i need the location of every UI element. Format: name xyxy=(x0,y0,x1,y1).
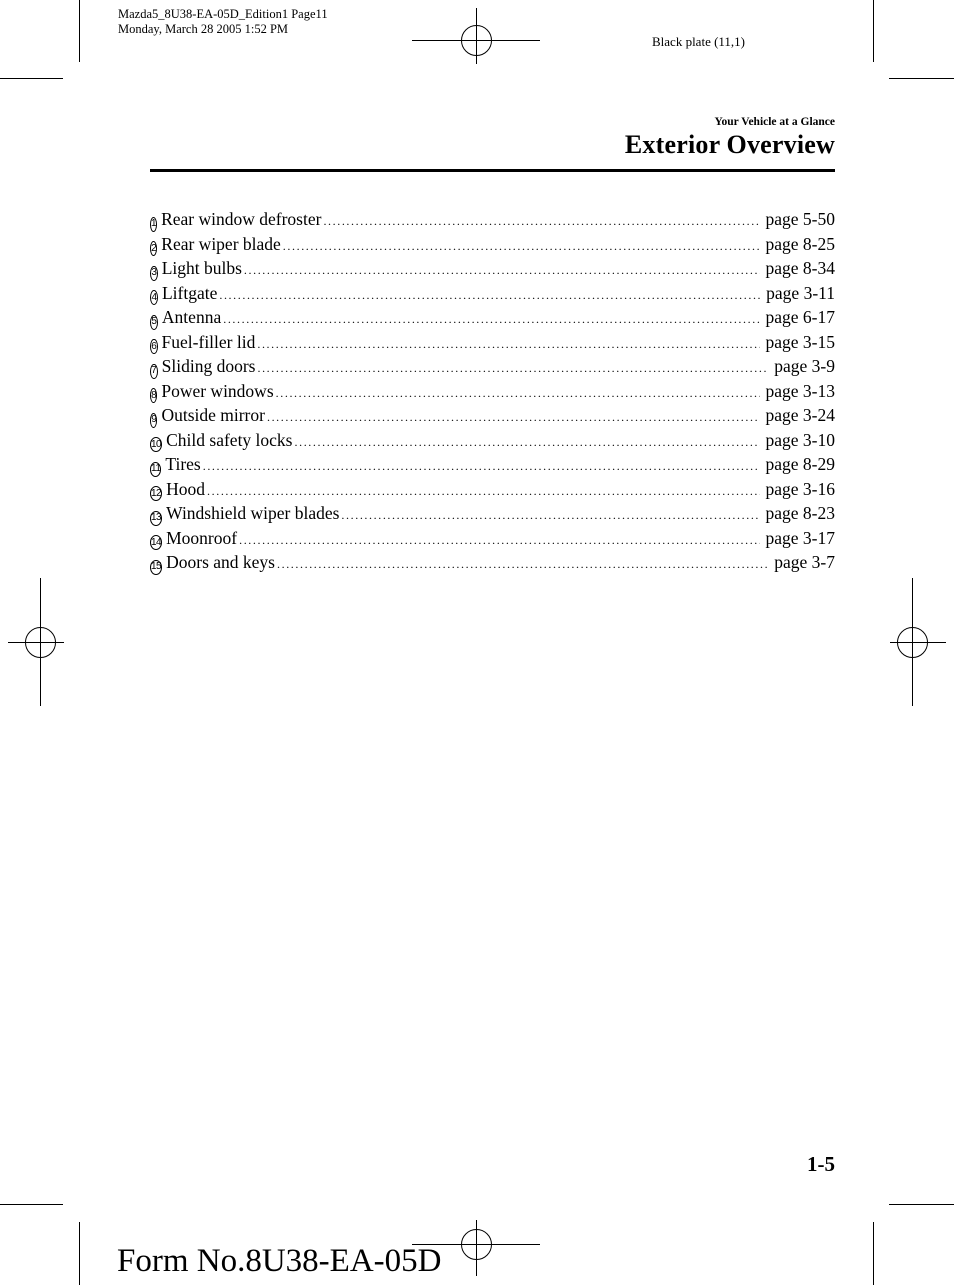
toc-page-ref[interactable]: page 8-29 xyxy=(765,454,835,474)
toc-row[interactable] xyxy=(150,552,835,577)
toc-page-ref[interactable]: page 3-15 xyxy=(765,331,835,352)
circled-number-icon: 11 xyxy=(150,462,161,477)
date-line: Monday, March 28 2005 1:52 PM xyxy=(118,22,289,36)
dot-leader xyxy=(257,361,768,376)
dot-leader xyxy=(219,288,760,303)
section-label: Your Vehicle at a Glance xyxy=(714,116,835,128)
toc-row[interactable] xyxy=(150,209,835,234)
toc-page-ref[interactable]: page 8-25 xyxy=(765,233,835,254)
toc-page-ref[interactable]: page 3-13 xyxy=(765,380,835,401)
page-title: Exterior Overview xyxy=(624,130,835,159)
toc-page-ref[interactable]: page 5-50 xyxy=(765,209,835,229)
dot-leader xyxy=(341,508,759,523)
dot-leader xyxy=(283,239,760,254)
toc-page-ref[interactable]: page 3-17 xyxy=(765,527,835,548)
circled-number-icon: 10 xyxy=(150,437,162,452)
dot-leader xyxy=(257,337,759,352)
dot-leader xyxy=(323,214,759,229)
toc-page-ref[interactable]: page 3-9 xyxy=(774,356,835,376)
toc-label: Sliding doors xyxy=(161,356,256,376)
toc-label: Power windows xyxy=(161,380,274,401)
circled-number-icon: 7 xyxy=(150,364,158,379)
title-rule xyxy=(150,169,835,172)
toc-label: Antenna xyxy=(161,307,222,327)
toc-row[interactable] xyxy=(150,381,835,406)
toc-label: Rear window defroster xyxy=(161,209,322,229)
toc-label: Tires xyxy=(165,454,201,474)
file-line: Mazda5_8U38-EA-05D_Edition1 Page11 xyxy=(118,7,328,21)
toc-page-ref[interactable]: page 8-23 xyxy=(765,503,835,523)
toc-page-ref[interactable]: page 6-17 xyxy=(765,307,835,327)
toc-row[interactable] xyxy=(150,332,835,357)
toc-label: Child safety locks xyxy=(166,429,293,450)
page-number: 1-5 xyxy=(807,1152,835,1176)
toc-row[interactable] xyxy=(150,405,835,430)
circled-number-icon: 15 xyxy=(150,560,162,575)
toc-page-ref[interactable]: page 3-10 xyxy=(765,429,835,450)
dot-leader xyxy=(295,435,760,450)
toc-row[interactable] xyxy=(150,454,835,479)
plate-label: Black plate (11,1) xyxy=(652,34,746,49)
circled-number-icon: 3 xyxy=(150,266,158,281)
toc-page-ref[interactable]: page 3-11 xyxy=(766,282,835,303)
toc-label: Rear wiper blade xyxy=(161,233,281,254)
toc-list xyxy=(150,209,835,577)
toc-row[interactable] xyxy=(150,479,835,504)
dot-leader xyxy=(203,459,760,474)
toc-label: Outside mirror xyxy=(161,405,265,425)
circled-number-icon: 2 xyxy=(150,241,157,256)
toc-label: Fuel-filler lid xyxy=(161,331,256,352)
dot-leader xyxy=(223,312,759,327)
dot-leader xyxy=(239,533,759,548)
toc-label: Windshield wiper blades xyxy=(166,503,340,523)
toc-page-ref[interactable]: page 8-34 xyxy=(765,258,835,278)
toc-row[interactable] xyxy=(150,258,835,283)
toc-label: Liftgate xyxy=(161,282,218,303)
toc-row[interactable] xyxy=(150,503,835,528)
circled-number-icon: 14 xyxy=(150,535,162,550)
toc-row[interactable] xyxy=(150,283,835,308)
circled-number-icon: 9 xyxy=(150,413,157,428)
toc-label: Moonroof xyxy=(166,527,238,548)
toc-page-ref[interactable]: page 3-24 xyxy=(765,405,835,425)
circled-number-icon: 13 xyxy=(150,511,162,526)
print-job-info xyxy=(118,7,328,37)
form-number: Form No.8U38-EA-05D xyxy=(117,1243,442,1279)
toc-label: Hood xyxy=(166,478,206,499)
circled-number-icon: 8 xyxy=(150,388,157,403)
dot-leader xyxy=(207,484,759,499)
toc-page-ref[interactable]: page 3-7 xyxy=(774,552,835,572)
toc-row[interactable] xyxy=(150,430,835,455)
toc-page-ref[interactable]: page 3-16 xyxy=(765,478,835,499)
toc-row[interactable] xyxy=(150,234,835,259)
circled-number-icon: 12 xyxy=(150,486,162,501)
toc-row[interactable] xyxy=(150,307,835,332)
circled-number-icon: 5 xyxy=(150,315,158,330)
toc-row[interactable] xyxy=(150,356,835,381)
circled-number-icon: 4 xyxy=(150,290,158,305)
toc-row[interactable] xyxy=(150,528,835,553)
dot-leader xyxy=(276,386,760,401)
dot-leader xyxy=(244,263,760,278)
dot-leader xyxy=(277,557,768,572)
circled-number-icon: 1 xyxy=(150,217,157,232)
dot-leader xyxy=(267,410,760,425)
toc-label: Doors and keys xyxy=(166,552,275,572)
circled-number-icon: 6 xyxy=(150,339,158,354)
toc-label: Light bulbs xyxy=(161,258,242,278)
